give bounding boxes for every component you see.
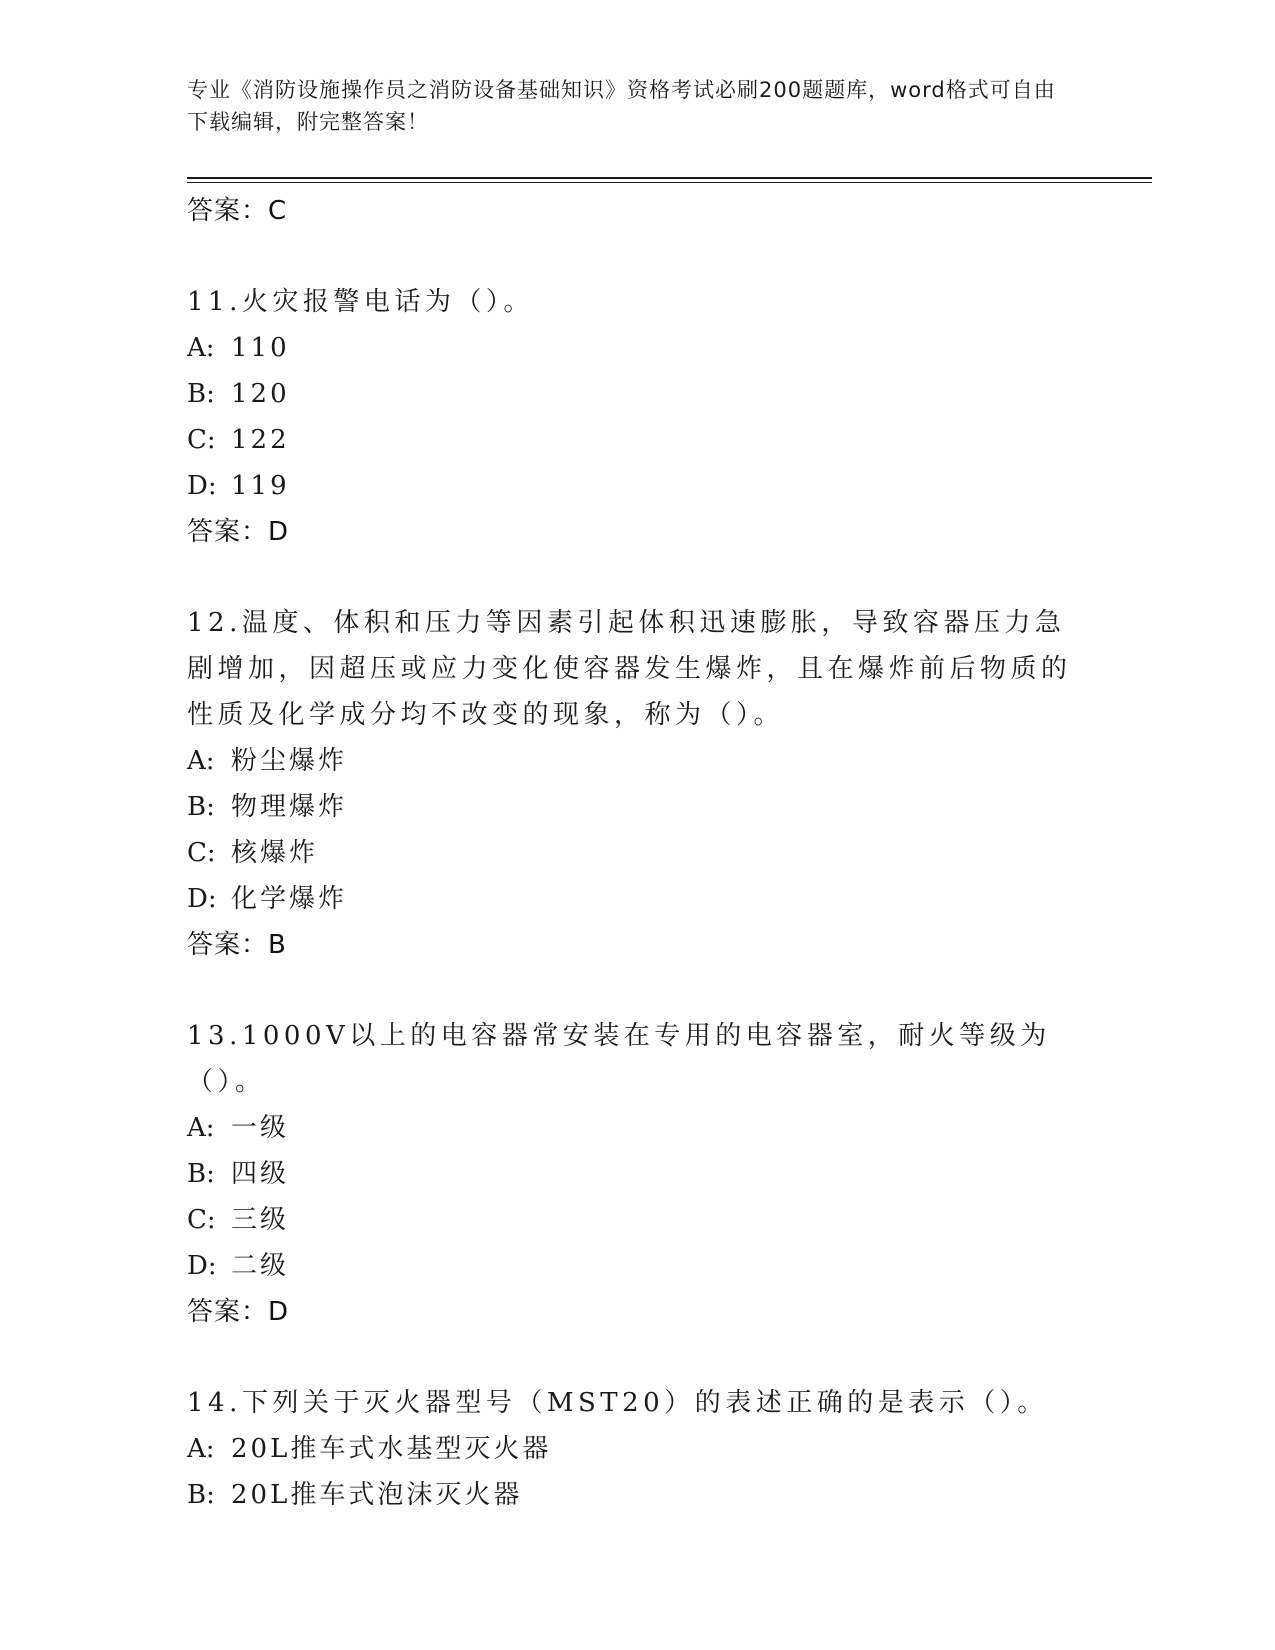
- option-text: 20L推车式泡沫灭火器: [231, 1480, 523, 1510]
- option-d: [187, 463, 1087, 509]
- option-c: [187, 830, 1087, 876]
- option-letter: C:: [187, 425, 216, 455]
- option-letter: A:: [187, 1434, 215, 1464]
- header-rule-thin: [187, 182, 1152, 183]
- answer-line: 答案：D: [187, 517, 290, 547]
- option-b: [187, 1472, 1087, 1518]
- option-text: 二级: [231, 1251, 290, 1281]
- option-text: 120: [231, 379, 290, 409]
- option-letter: D:: [187, 1251, 217, 1281]
- option-text: 119: [231, 471, 290, 501]
- option-d: [187, 1243, 1087, 1289]
- option-letter: C:: [187, 838, 216, 868]
- question-stem: 14.下列关于灭火器型号（MST20）的表述正确的是表示（）。: [187, 1388, 1048, 1418]
- question-stem: 12.温度、体积和压力等因素引起体积迅速膨胀，导致容器压力急剧增加，因超压或应力变化使容器发生爆炸，且在爆炸前后物质的性质及化学成分均不改变的现象，称为（）。: [187, 608, 1072, 730]
- question-block: [187, 279, 1087, 555]
- option-c: [187, 417, 1087, 463]
- header-rule-thick: [187, 177, 1152, 179]
- option-text: 122: [231, 425, 290, 455]
- option-a: [187, 325, 1087, 371]
- question-list: [187, 188, 1087, 1518]
- option-letter: B:: [187, 792, 215, 822]
- option-letter: A:: [187, 1113, 215, 1143]
- option-text: 核爆炸: [231, 838, 319, 868]
- option-b: [187, 371, 1087, 417]
- option-text: 三级: [231, 1205, 290, 1235]
- option-a: [187, 738, 1087, 784]
- option-text: 物理爆炸: [231, 792, 348, 822]
- option-letter: B:: [187, 1480, 215, 1510]
- option-letter: A:: [187, 746, 215, 776]
- option-letter: B:: [187, 379, 215, 409]
- option-text: 20L推车式水基型灭火器: [231, 1434, 552, 1464]
- answer-line: 答案：D: [187, 1297, 290, 1327]
- question-block: [187, 1013, 1087, 1335]
- option-a: [187, 1105, 1087, 1151]
- answer-line: 答案：C: [187, 196, 288, 226]
- option-text: 一级: [231, 1113, 290, 1143]
- page-header: 专业《消防设施操作员之消防设备基础知识》资格考试必刷200题题库，word格式可自由下载编辑，附完整答案！: [187, 78, 1056, 134]
- option-text: 粉尘爆炸: [231, 746, 348, 776]
- option-b: [187, 784, 1087, 830]
- option-letter: C:: [187, 1205, 216, 1235]
- option-a: [187, 1426, 1087, 1472]
- option-text: 四级: [231, 1159, 290, 1189]
- question-block: [187, 600, 1087, 968]
- option-letter: D:: [187, 471, 217, 501]
- option-letter: D:: [187, 884, 217, 914]
- question-stem: 11.火灾报警电话为（）。: [187, 287, 534, 317]
- option-d: [187, 876, 1087, 922]
- option-letter: B:: [187, 1159, 215, 1189]
- option-text: 化学爆炸: [231, 884, 348, 914]
- question-stem: 13.1000V以上的电容器常安装在专用的电容器室，耐火等级为（）。: [187, 1021, 1051, 1097]
- option-b: [187, 1151, 1087, 1197]
- option-text: 110: [231, 333, 290, 363]
- option-letter: A:: [187, 333, 215, 363]
- option-c: [187, 1197, 1087, 1243]
- question-block: [187, 1380, 1087, 1518]
- answer-line: 答案：B: [187, 930, 287, 960]
